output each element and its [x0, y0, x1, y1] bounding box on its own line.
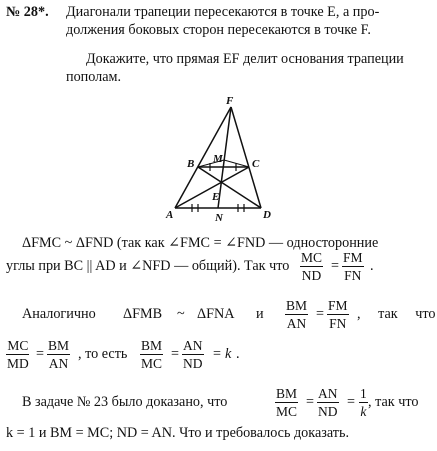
label-d: D: [263, 209, 271, 221]
fraction-bm-an: [285, 298, 308, 331]
solution-line3-and: и: [256, 306, 264, 322]
equals-sign: =: [171, 346, 180, 362]
fraction-numerator: MC: [301, 250, 323, 265]
fraction-denominator: AN: [48, 356, 69, 371]
problem-number: № 28*.: [6, 4, 49, 20]
period: .: [370, 258, 374, 274]
fraction-numerator: 1: [360, 386, 367, 401]
label-b: B: [187, 158, 195, 170]
fraction-mc-md: [6, 338, 30, 371]
equals-sign: =: [213, 346, 222, 362]
fraction-denominator: ND: [301, 268, 322, 283]
equals-sign: =: [306, 394, 315, 410]
solution-line3-start: Аналогично: [22, 306, 96, 322]
fraction-numerator: FM: [328, 298, 348, 313]
fraction-denominator: FN: [344, 268, 362, 283]
fraction-an-nd: [182, 338, 204, 371]
fraction-numerator: FM: [343, 250, 363, 265]
period: .: [236, 346, 240, 362]
solution-line5-end: , так что: [368, 394, 419, 410]
solution-line3-end: , так что: [357, 306, 436, 322]
label-f: F: [226, 95, 234, 107]
fraction-fm-fn-2: [327, 298, 349, 331]
diagonal-bd: [198, 167, 261, 208]
fraction-bm-mc-2: [275, 386, 298, 419]
fraction-fm-fn-1: [342, 250, 364, 283]
fraction-denominator: FN: [329, 316, 347, 331]
fraction-denominator: MD: [7, 356, 29, 371]
fraction-1-k: [359, 386, 368, 419]
problem-statement-line2: должения боковых сторон пересекаются в точке F.: [66, 22, 371, 38]
fraction-denominator: ND: [318, 404, 338, 419]
trapezoid-figure: [160, 94, 300, 234]
equals-sign: =: [331, 258, 340, 274]
fraction-denominator: ND: [183, 356, 203, 371]
solution-line6: k = 1 и BM = MC; ND = AN. Что и требовалось доказать.: [6, 425, 349, 441]
solution-line4-mid: , то есть: [78, 346, 128, 362]
fraction-numerator: MC: [7, 338, 29, 353]
label-a: A: [166, 209, 174, 221]
fraction-numerator: AN: [318, 386, 338, 401]
problem-task-line2: пополам.: [66, 69, 122, 85]
solution-line3-sim1: ΔFMB: [123, 306, 163, 322]
solution-line3-sim2: ΔFNA: [197, 306, 235, 322]
fraction-numerator: BM: [141, 338, 163, 353]
fraction-denominator: k: [360, 404, 367, 419]
label-e: E: [212, 191, 220, 203]
problem-statement-line1: Диагонали трапеции пересекаются в точке E, а про-: [66, 4, 380, 20]
fraction-numerator: BM: [286, 298, 308, 313]
problem-task-line1: Докажите, что прямая EF делит основания трапеции: [86, 51, 404, 67]
solution-line5-start: В задаче № 23 было доказано, что: [22, 394, 228, 410]
fraction-bm-mc: [140, 338, 163, 371]
fraction-an-nd-2: [317, 386, 339, 419]
fraction-mc-nd: [300, 250, 323, 283]
fraction-numerator: BM: [48, 338, 70, 353]
label-c: C: [252, 158, 260, 170]
solution-line1: ΔFMC ~ ΔFND (так как ∠FMC = ∠FND — односторонние: [22, 235, 379, 251]
label-m: M: [213, 153, 223, 165]
solution-line3-tilde: ~: [177, 306, 185, 322]
label-n: N: [215, 212, 223, 224]
fraction-denominator: MC: [276, 404, 298, 419]
equals-sign: =: [316, 306, 325, 322]
fraction-denominator: AN: [286, 316, 307, 331]
fraction-bm-an-2: [47, 338, 70, 371]
fraction-numerator: BM: [276, 386, 298, 401]
fraction-numerator: AN: [183, 338, 203, 353]
fraction-denominator: MC: [141, 356, 163, 371]
solution-line2-text: углы при BC || AD и ∠NFD — общий). Так что: [6, 258, 290, 274]
equals-sign: =: [36, 346, 45, 362]
variable-k: k: [225, 346, 232, 362]
equals-sign: =: [347, 394, 356, 410]
